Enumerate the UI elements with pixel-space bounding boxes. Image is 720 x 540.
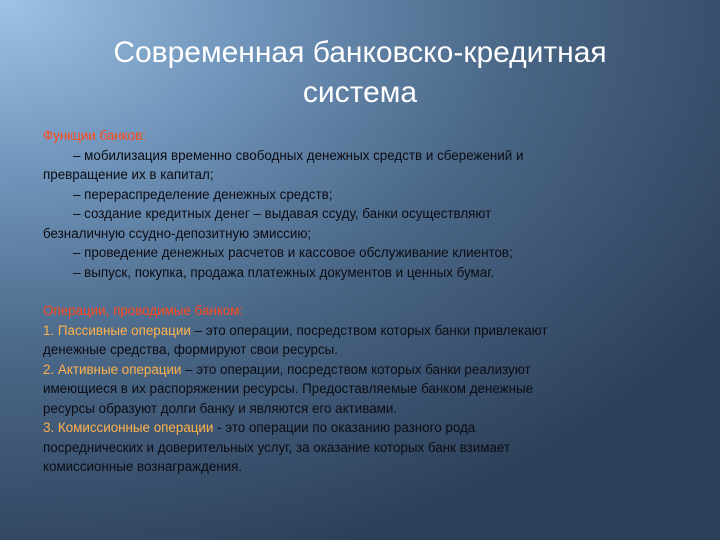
- function-item-3-line-2: безналичную ссудно-депозитную эмиссию;: [43, 225, 312, 241]
- operation-3-text: - это операции по оказанию разного рода: [213, 420, 476, 435]
- operation-2-term: 2. Активные операции: [43, 361, 182, 377]
- operation-1-line-2: денежные средства, формируют свои ресурсы.: [43, 342, 339, 357]
- functions-section: [43, 126, 683, 282]
- operations-section: [43, 301, 683, 477]
- operation-3-line-3: комиссионные вознаграждения.: [43, 459, 243, 474]
- operation-2-text: – это операции, посредством которых банки реализуют: [181, 361, 531, 377]
- operation-1-line-1: [43, 321, 683, 341]
- slide-body: [43, 126, 683, 477]
- slide-title-line-1: Современная банковско-кредитная: [113, 36, 607, 69]
- operation-3-line-1: [43, 418, 683, 438]
- function-item-3-line-1: – создание кредитных денег – выдавая ссуду, банки осуществляют: [73, 206, 492, 221]
- function-item-2: – перераспределение денежных средств;: [73, 186, 333, 202]
- operations-heading: Операции, проводимые банком:: [43, 303, 244, 318]
- slide-title: [0, 33, 720, 113]
- operation-2-line-3: ресурсы образуют долги банку и являются его активами.: [43, 400, 398, 416]
- functions-heading: Функции банков:: [43, 128, 146, 143]
- operation-1-term: 1. Пассивные операции: [43, 322, 191, 338]
- operation-2-line-2: имеющиеся в их распоряжении ресурсы. Предоставляемые банком денежные: [43, 381, 534, 396]
- function-item-5: – выпуск, покупка, продажа платежных документов и ценных бумаг.: [73, 264, 495, 280]
- operation-3-line-2: посреднических и доверительных услуг, за оказание которых банк взимает: [43, 439, 511, 455]
- function-item-1-line-2: превращение их в капитал;: [43, 167, 214, 182]
- function-item-4: – проведение денежных расчетов и кассовое обслуживание клиентов;: [73, 245, 513, 260]
- operation-2-line-1: [43, 360, 683, 380]
- operation-3-term: 3. Комиссионные операции: [43, 420, 214, 435]
- function-item-1-line-1: – мобилизация временно свободных денежных средств и сбережений и: [73, 147, 524, 163]
- section-spacer: [43, 282, 683, 301]
- operation-1-text: – это операции, посредством которых банки привлекают: [190, 322, 548, 338]
- slide-title-line-2: система: [302, 76, 418, 109]
